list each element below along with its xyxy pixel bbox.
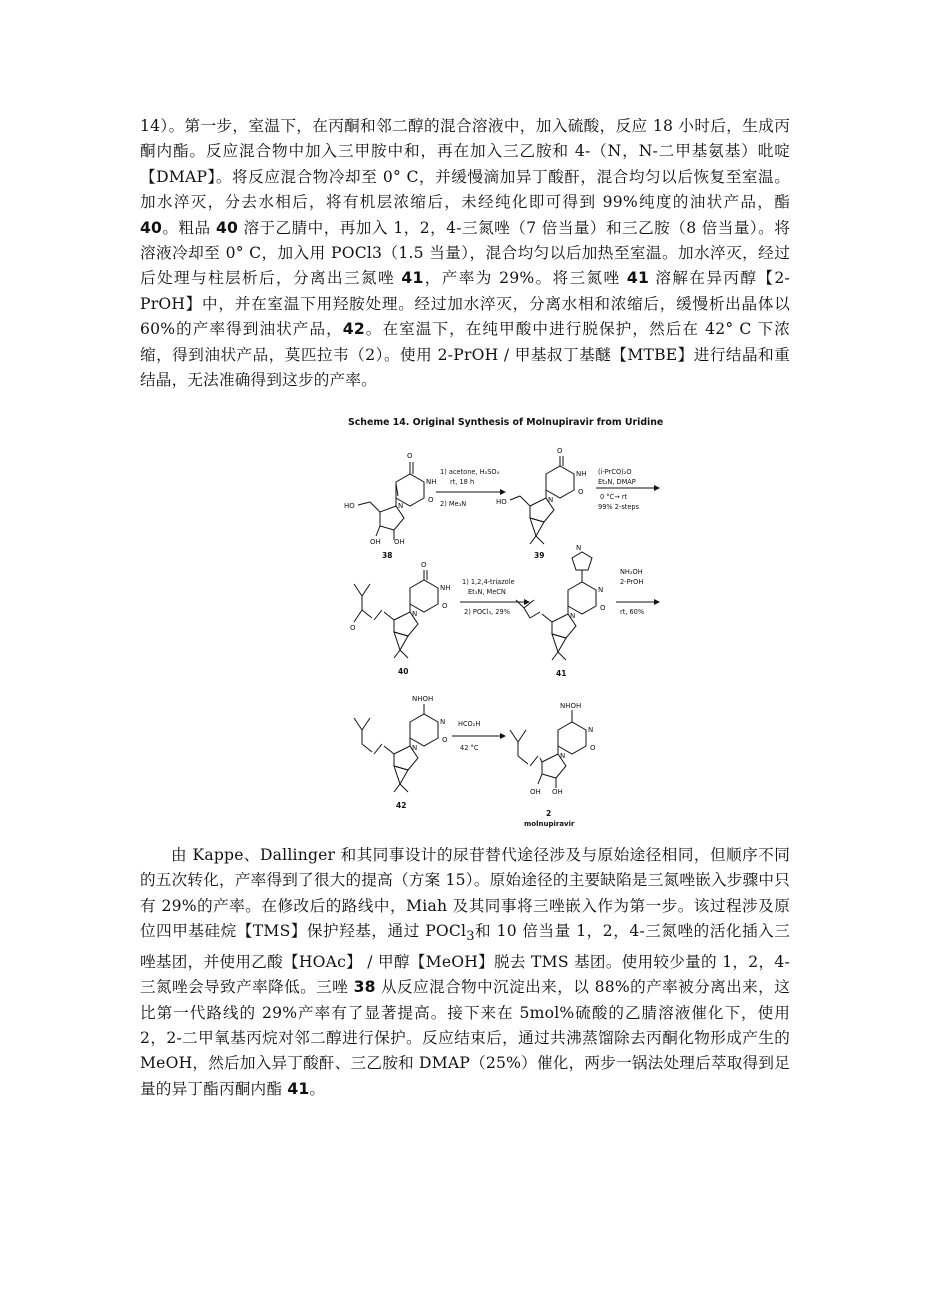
compound-2-name: molnupiravir xyxy=(524,820,575,828)
c38-OH-1: OH xyxy=(370,538,381,546)
paragraph1-segment-9: 42 xyxy=(342,320,365,339)
paragraph1-segment-7: 41 xyxy=(626,269,650,288)
step2-line2: Et₃N, DMAP xyxy=(598,478,636,486)
c2-N-ring: N xyxy=(588,726,594,734)
c38-N: N xyxy=(398,502,404,510)
c39-HO: HO xyxy=(496,498,507,506)
paragraph1-segment-1: 40 xyxy=(140,218,163,237)
paragraph2-segment-1: 3 xyxy=(466,929,475,945)
step5-line1: HCO₂H xyxy=(458,720,481,728)
step1-line3: 2) Me₃N xyxy=(440,500,467,508)
c40-NH: NH xyxy=(440,584,451,592)
compound-2-structure xyxy=(510,710,586,788)
paragraph1-segment-0: 14）。第一步，室温下，在丙酮和邻二醇的混合溶液中，加入硫酸，反应 18 小时后，生成丙酮内酯。反应混合物中加入三甲胺中和，再在加入三乙胺和 4-（N，N-二甲基氨基）吡啶【DMAP】。将反应混合物冷却至 0° C，并缓慢滴加异丁酸酐，混合均匀以后恢复至室温。加水淬灭，分去水相后，将有机层浓缩后，未经纯化即可得到 99%纯度的油状产品，酯 xyxy=(140,117,790,212)
paragraph1-segment-2: 。粗品 xyxy=(162,218,216,237)
c42-O-right: O xyxy=(442,736,448,744)
c38-NH: NH xyxy=(426,478,437,486)
step1-line1: 1) acetone, H₂SO₄ xyxy=(440,468,500,476)
c39-NH: NH xyxy=(576,470,587,478)
c39-O-top: O xyxy=(557,447,563,455)
step4-line1: NH₂OH xyxy=(620,568,643,576)
c40-N: N xyxy=(412,610,418,618)
c40-O-top: O xyxy=(421,561,427,569)
compound-40-label: 40 xyxy=(398,667,409,676)
paragraph2-segment-6: 。 xyxy=(309,1079,326,1098)
paragraph1-segment-10: 。在室温下，在纯甲酸中进行脱保护，然后在 42° C 下浓缩，得到油状产品，莫匹拉韦（2）。使用 2-PrOH / 甲基叔丁基醚【MTBE】进行结晶和重结晶，无法准确得到这步的产率。 xyxy=(140,320,790,390)
c40-O-right: O xyxy=(442,602,448,610)
c38-O-right: O xyxy=(428,496,434,504)
c40-O-ester: O xyxy=(350,624,356,632)
c2-N: N xyxy=(560,752,566,760)
c38-HO: HO xyxy=(344,502,355,510)
compound-41-label: 41 xyxy=(556,669,567,678)
paragraph1-segment-8: 溶解在异丙醇【2-PrOH】中，并在室温下用羟胺处理。经过加水淬灭，分离水相和浓缩后，缓慢析出晶体以 60%的产率得到油状产品， xyxy=(140,269,790,339)
compound-41-structure xyxy=(516,552,596,660)
c41-N-ring: N xyxy=(598,586,604,594)
step3-line2: Et₃N, MeCN xyxy=(468,588,506,596)
c2-OH-1: OH xyxy=(530,788,541,796)
paragraph1-segment-4: 溶于乙腈中，再加入 1，2，4-三氮唑（7 倍当量）和三乙胺（8 倍当量）。将溶液冷却至 0° C，加入用 POCl3（1.5 当量），混合均匀以后加热至室温。加水淬灭，经过后处理与柱层析后，分离出三氮唑 xyxy=(140,218,790,288)
step2-line4: 99% 2-steps xyxy=(598,503,640,511)
paragraph2-segment-4: 从反应混合物中沉淀出来，以 88%的产率被分离出来，这比第一代路线的 29%产率有了显著提高。接下来在 5mol%硫酸的乙腈溶液催化下，使用 2，2-二甲氧基丙烷对邻二醇进行保护。反应结束后，通过共沸蒸馏除去丙酮化物形成产生的 MeOH，然后加入异丁酸酐、三乙胺和 DMAP（25%）催化，两步一锅法处理后萃取得到足量的异丁酯丙酮内酯 xyxy=(140,978,790,1098)
compound-38-structure xyxy=(358,462,424,540)
c41-N: N xyxy=(570,612,576,620)
paragraph1-segment-5: 41 xyxy=(401,269,424,288)
paragraph2-segment-5: 41 xyxy=(287,1079,310,1098)
c38-O-top: O xyxy=(407,452,413,460)
c2-O-right: O xyxy=(590,744,596,752)
compound-39-label: 39 xyxy=(534,551,545,560)
paragraph-1 xyxy=(140,114,790,393)
c42-NHOH: NHOH xyxy=(412,695,434,703)
c39-O-right: O xyxy=(578,488,584,496)
c2-NHOH: NHOH xyxy=(560,702,582,710)
paragraph-2 xyxy=(140,843,790,1102)
scheme-title: Scheme 14. Original Synthesis of Molnupiravir from Uridine xyxy=(348,417,664,428)
step2-line3: 0 °C→ rt xyxy=(600,493,628,501)
paragraph1-segment-6: ，产率为 29%。将三氮唑 xyxy=(423,269,627,288)
step3-line1: 1) 1,2,4-triazole xyxy=(462,578,515,586)
step5-line2: 42 °C xyxy=(460,744,479,752)
step3-line3: 2) POCl₃, 29% xyxy=(464,608,510,616)
scheme-svg xyxy=(340,412,670,837)
paragraph2-segment-2: 和 10 倍当量 1，2，4-三氮唑的活化插入三唑基团，并使用乙酸【HOAc】 / 甲醇【MeOH】脱去 TMS 基团。使用较少量的 1，2，4-三氮唑会导致产率降低。三唑 xyxy=(140,922,790,997)
compound-40-structure xyxy=(354,570,438,658)
compound-38-label: 38 xyxy=(382,551,393,560)
paragraph2-segment-0: 由 Kappe、Dallinger 和其同事设计的尿苷替代途径涉及与原始途径相同，但顺序不同的五次转化，产率得到了很大的提高（方案 15）。原始途径的主要缺陷是三氮唑嵌入步骤中只有 29%的产率。在修改后的路线中，Miah 及其同事将三唑嵌入作为第一步。该过程涉及原位四甲基硅烷【TMS】保护羟基，通过 POCl xyxy=(140,846,790,941)
c41-triazole-N: N xyxy=(576,544,582,552)
c39-N: N xyxy=(548,496,554,504)
compound-42-label: 42 xyxy=(396,801,407,810)
step1-line2: rt, 18 h xyxy=(450,478,475,486)
compound-42-structure xyxy=(354,704,438,792)
c38-OH-2: OH xyxy=(394,538,405,546)
step4-line2: 2-PrOH xyxy=(620,578,644,586)
paragraph1-segment-3: 40 xyxy=(215,218,239,237)
paragraph2-segment-3: 38 xyxy=(353,978,376,997)
reaction-scheme-14 xyxy=(340,412,670,837)
step2-line1: (i-PrCO)₂O xyxy=(598,468,632,476)
c42-N: N xyxy=(412,744,418,752)
c2-OH-2: OH xyxy=(552,788,563,796)
c41-O-right: O xyxy=(600,604,606,612)
compound-2-label: 2 xyxy=(546,809,552,818)
compound-39-structure xyxy=(510,456,574,544)
step4-line3: rt, 60% xyxy=(620,608,645,616)
c42-N-ring: N xyxy=(440,718,446,726)
